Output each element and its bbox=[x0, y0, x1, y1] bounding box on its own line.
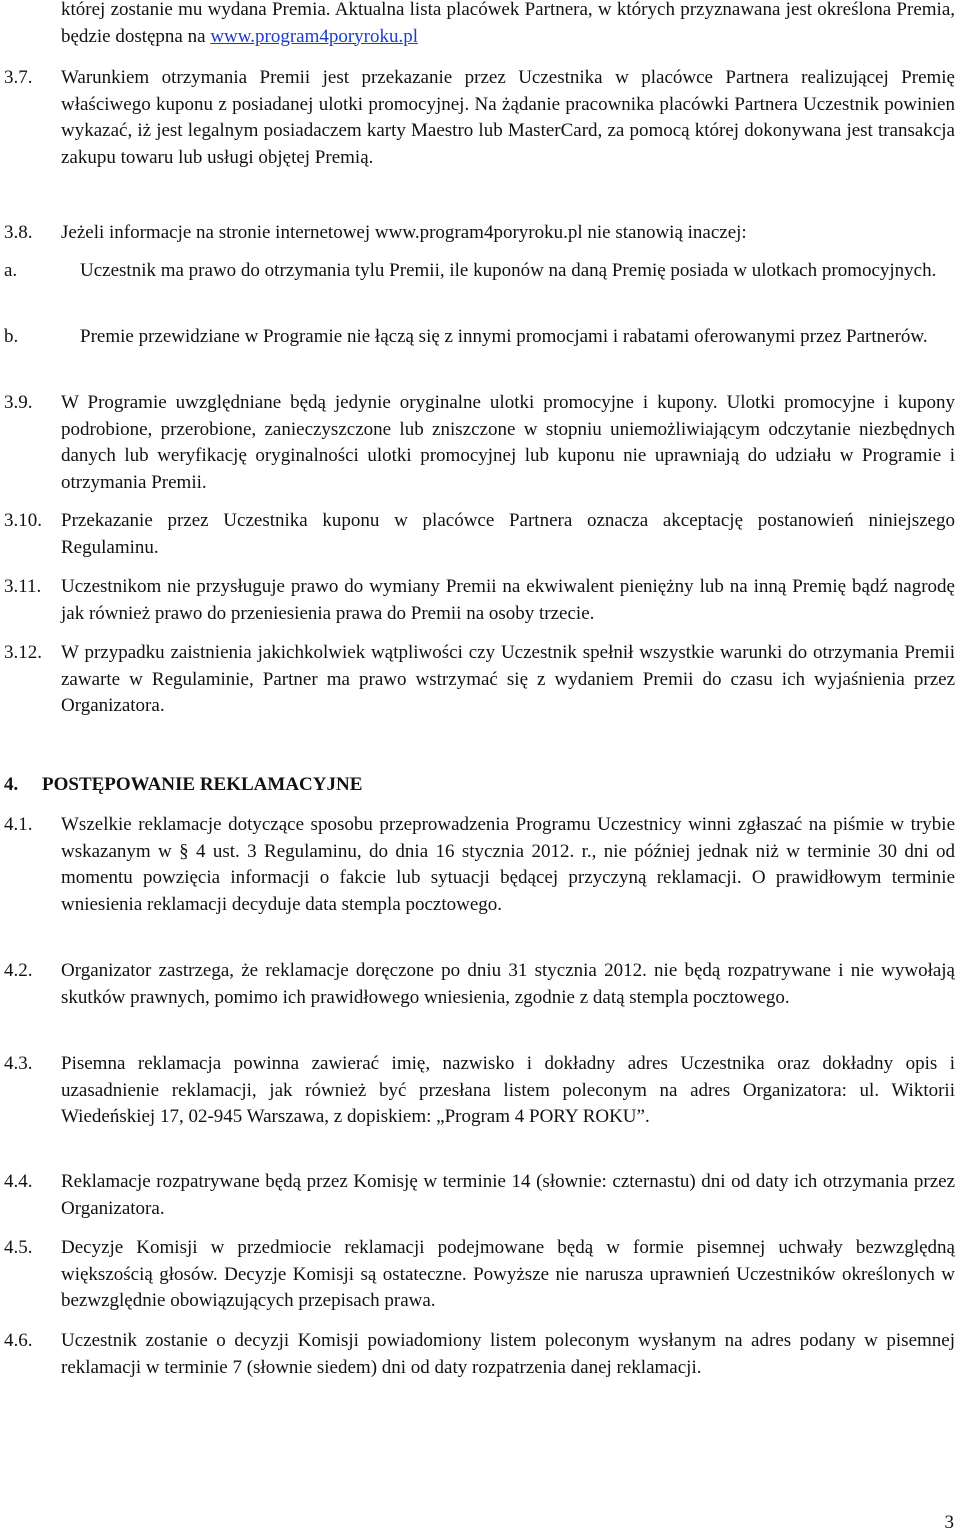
clause-4-6 bbox=[0, 1328, 955, 1381]
clause-4-2 bbox=[0, 958, 955, 1011]
clause-number: 3.8. bbox=[4, 222, 33, 243]
clause-3-10 bbox=[0, 508, 955, 561]
clause-number: 3.12. bbox=[4, 642, 42, 663]
section-heading bbox=[4, 772, 362, 799]
clause-4-4 bbox=[0, 1169, 955, 1222]
clause-text: Decyzje Komisji w przedmiocie reklamacji podejmowane będą w formie pisemnej uchwały bezwzględną większością głosów. Decyzje Komisji są ostateczne. Powyższe nie narusza uprawnień Uczestników określonych w bezwzględnie obowiązujących przepisach prawa. bbox=[61, 1237, 955, 1312]
clause-3-12 bbox=[0, 640, 955, 720]
item-text: Premie przewidziane w Programie nie łączą się z innymi promocjami i rabatami oferowanymi przez Partnerów. bbox=[80, 326, 928, 347]
clause-3-9 bbox=[0, 390, 955, 496]
clause-number: 4.4. bbox=[4, 1171, 33, 1192]
clause-number: 4.5. bbox=[4, 1237, 33, 1258]
page-number: 3 bbox=[944, 1512, 954, 1533]
clause-number: 3.10. bbox=[4, 510, 42, 531]
clause-4-3 bbox=[0, 1051, 955, 1131]
section-number: 4. bbox=[4, 774, 19, 795]
clause-3-8-a bbox=[0, 258, 955, 285]
clause-3-8 bbox=[0, 220, 955, 247]
item-letter: a. bbox=[4, 260, 18, 281]
clause-4-1 bbox=[0, 812, 955, 918]
clause-text: Wszelkie reklamacje dotyczące sposobu przeprowadzenia Programu Uczestnicy winni zgłaszać na piśmie w trybie wskazanym w § 4 ust. 3 Regulaminu, do dnia 16 stycznia 2012. r., nie później jednak niż w terminie 30 dni od momentu powzięcia informacji o fakcie lub sytuacji będącej przyczyną reklamacji. O prawidłowym terminie wniesienia reklamacji decyduje data stempla pocztowego. bbox=[61, 814, 955, 915]
clause-text: W przypadku zaistnienia jakichkolwiek wątpliwości czy Uczestnik spełnił wszystkie warunki do otrzymania Premii zawarte w Regulaminie, Partner ma prawo wstrzymać się z wydaniem Premii do czasu ich wyjaśnienia przez Organizatora. bbox=[61, 642, 955, 717]
clause-number: 4.6. bbox=[4, 1330, 33, 1351]
clause-number: 4.2. bbox=[4, 960, 33, 981]
clause-number: 4.1. bbox=[4, 814, 33, 835]
clause-3-11 bbox=[0, 574, 955, 627]
clause-number: 3.7. bbox=[4, 67, 33, 88]
item-letter: b. bbox=[4, 326, 19, 347]
clause-3-7 bbox=[0, 65, 955, 171]
clause-3-8-b bbox=[0, 324, 955, 351]
clause-text: W Programie uwzględniane będą jedynie oryginalne ulotki promocyjne i kupony. Ulotki promocyjne i kupony podrobione, przerobione, zanieczyszczone lub zniszczone w stopniu uniemożliwiającym odczytanie niezbędnych danych lub weryfikację oryginalności ulotki promocyjnej lub kuponu nie uprawniają do udziału w Programie i otrzymania Premii. bbox=[61, 392, 955, 493]
clause-number: 3.11. bbox=[4, 576, 42, 597]
clause-text: Reklamacje rozpatrywane będą przez Komisję w terminie 14 (słownie: czternastu) dni od daty ich otrzymania przez Organizatora. bbox=[61, 1171, 955, 1219]
clause-text: Organizator zastrzega, że reklamacje doręczone po dniu 31 stycznia 2012. nie będą rozpatrywane i nie wywołają skutków prawnych, pomimo ich prawidłowego wniesienia, zgodnie z datą stempla pocztowego. bbox=[61, 960, 955, 1008]
clause-text: Jeżeli informacje na stronie internetowej www.program4poryroku.pl nie stanowią inaczej: bbox=[61, 222, 747, 243]
clause-number: 4.3. bbox=[4, 1053, 33, 1074]
clause-4-5 bbox=[0, 1235, 955, 1315]
clause-number: 3.9. bbox=[4, 392, 33, 413]
program-website-link[interactable]: www.program4poryroku.pl bbox=[210, 25, 419, 47]
clause-text: Uczestnik zostanie o decyzji Komisji powiadomiony listem poleconym wysłanym na adres podany w pisemnej reklamacji w terminie 7 (słownie siedem) dni od daty rozpatrzenia danej reklamacji. bbox=[61, 1330, 955, 1378]
clause-text: Warunkiem otrzymania Premii jest przekazanie przez Uczestnika w placówce Partnera realizującej Premię właściwego kuponu z posiadanej ulotki promocyjnej. Na żądanie pracownika placówki Partnera Uczestnik powinien wykazać, iż jest legalnym posiadaczem karty Maestro lub MasterCard, za pomocą której dokonywana jest transakcja zakupu towaru lub usługi objętej Premią. bbox=[61, 67, 955, 168]
clause-text: Uczestnikom nie przysługuje prawo do wymiany Premii na ekwiwalent pieniężny lub na inną Premię bądź nagrodę jak również prawo do przeniesienia prawa do Premii na osoby trzecie. bbox=[61, 576, 955, 624]
clause-text: Przekazanie przez Uczestnika kuponu w placówce Partnera oznacza akceptację postanowień niniejszego Regulaminu. bbox=[61, 510, 955, 558]
section-title: POSTĘPOWANIE REKLAMACYJNE bbox=[42, 774, 363, 795]
item-text: Uczestnik ma prawo do otrzymania tylu Premii, ile kuponów na daną Premię posiada w ulotkach promocyjnych. bbox=[80, 260, 937, 281]
continuation-paragraph bbox=[0, 0, 955, 50]
continuation-text: której zostanie mu wydana Premia. Aktualna lista placówek Partnera, w których przyznawana jest określona Premia, będzie dostępna na bbox=[61, 0, 955, 47]
clause-text: Pisemna reklamacja powinna zawierać imię, nazwisko i dokładny adres Uczestnika oraz dokładny opis i uzasadnienie reklamacji, jak również być przesłana listem poleconym na adres Organizatora: ul. Wiktorii Wiedeńskiej 17, 02-945 Warszawa, z dopiskiem: „Program 4 PORY ROKU”. bbox=[61, 1053, 955, 1128]
